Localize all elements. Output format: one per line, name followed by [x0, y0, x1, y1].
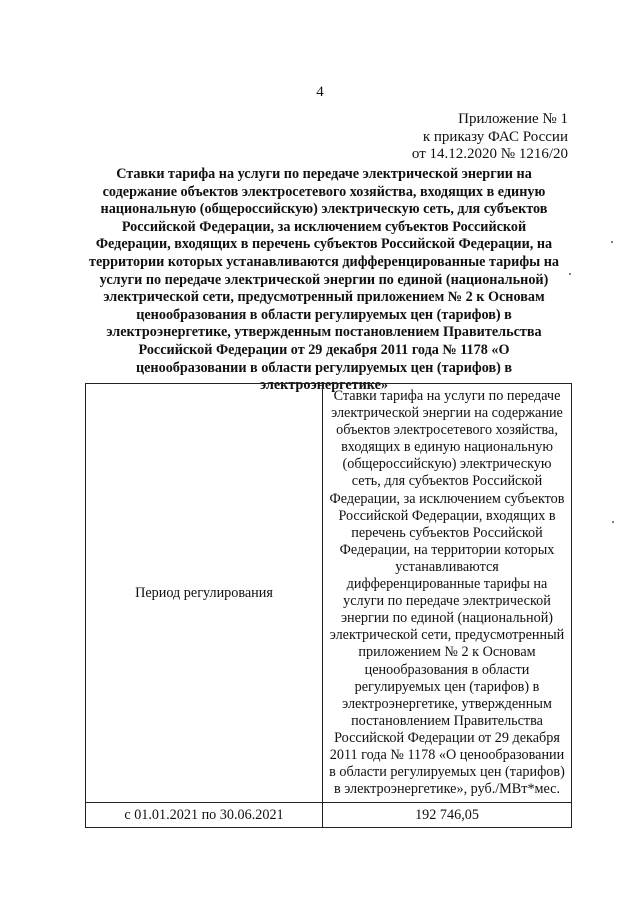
- header-period: Период регулирования: [86, 384, 323, 803]
- appendix-reference: [412, 111, 568, 164]
- page-number: 4: [316, 84, 324, 100]
- appendix-line-3: от 14.12.2020 № 1216/20: [411, 146, 568, 162]
- header-rate: Ставки тарифа на услуги по передаче электрической энергии на содержание объектов электросетевого хозяйства, входящих в единую национальную (общероссийскую) электрическую сеть, для субъектов Российской Федерации, за исключением субъектов Российской Федерации, входящих в перечень субъектов Российской Федерации, на территории которых устанавливаются дифференцированные тарифы на услуги по передаче электрической энергии по единой (национальной) электрической сети, предусмотренный приложением № 2 к Основам ценообразования в области регулируемых цен (тарифов) в электроэнергетике, утвержденным постановлением Правительства Российской Федерации от 29 декабря 2011 года № 1178 «О ценообразовании в области регулируемых цен (тарифов) в электроэнергетике», руб./МВт*мес.: [323, 384, 572, 803]
- cell-period: с 01.01.2021 по 30.06.2021: [86, 803, 323, 828]
- table-header-row: [86, 384, 572, 803]
- appendix-line-2: к приказу ФАС России: [422, 128, 568, 145]
- scan-speck: [611, 241, 613, 243]
- scan-speck: [569, 273, 571, 275]
- tariff-table: [85, 383, 572, 828]
- appendix-line-1: Приложение № 1: [458, 111, 568, 127]
- scan-speck: [612, 521, 614, 523]
- document-title: Ставки тарифа на услуги по передаче электрической энергии на содержание объектов электросетевого хозяйства, входящих в единую национальную (общероссийскую) электрическую сеть, для субъектов Российской Федерации, за исключением субъектов Российской Федерации, входящих в перечень субъектов Российской Федерации, на территории которых устанавливаются дифференцированные тарифы на услуги по передаче электрической энергии по единой (национальной) электрической сети, предусмотренный приложением № 2 к Основам ценообразования в области регулируемых цен (тарифов) в электроэнергетике, утвержденным постановлением Правительства Российской Федерации от 29 декабря 2011 года № 1178 «О ценообразовании в области регулируемых цен (тарифов) в электроэнергетике»: [88, 166, 560, 394]
- cell-rate: 192 746,05: [323, 803, 572, 828]
- table-row: [86, 803, 572, 828]
